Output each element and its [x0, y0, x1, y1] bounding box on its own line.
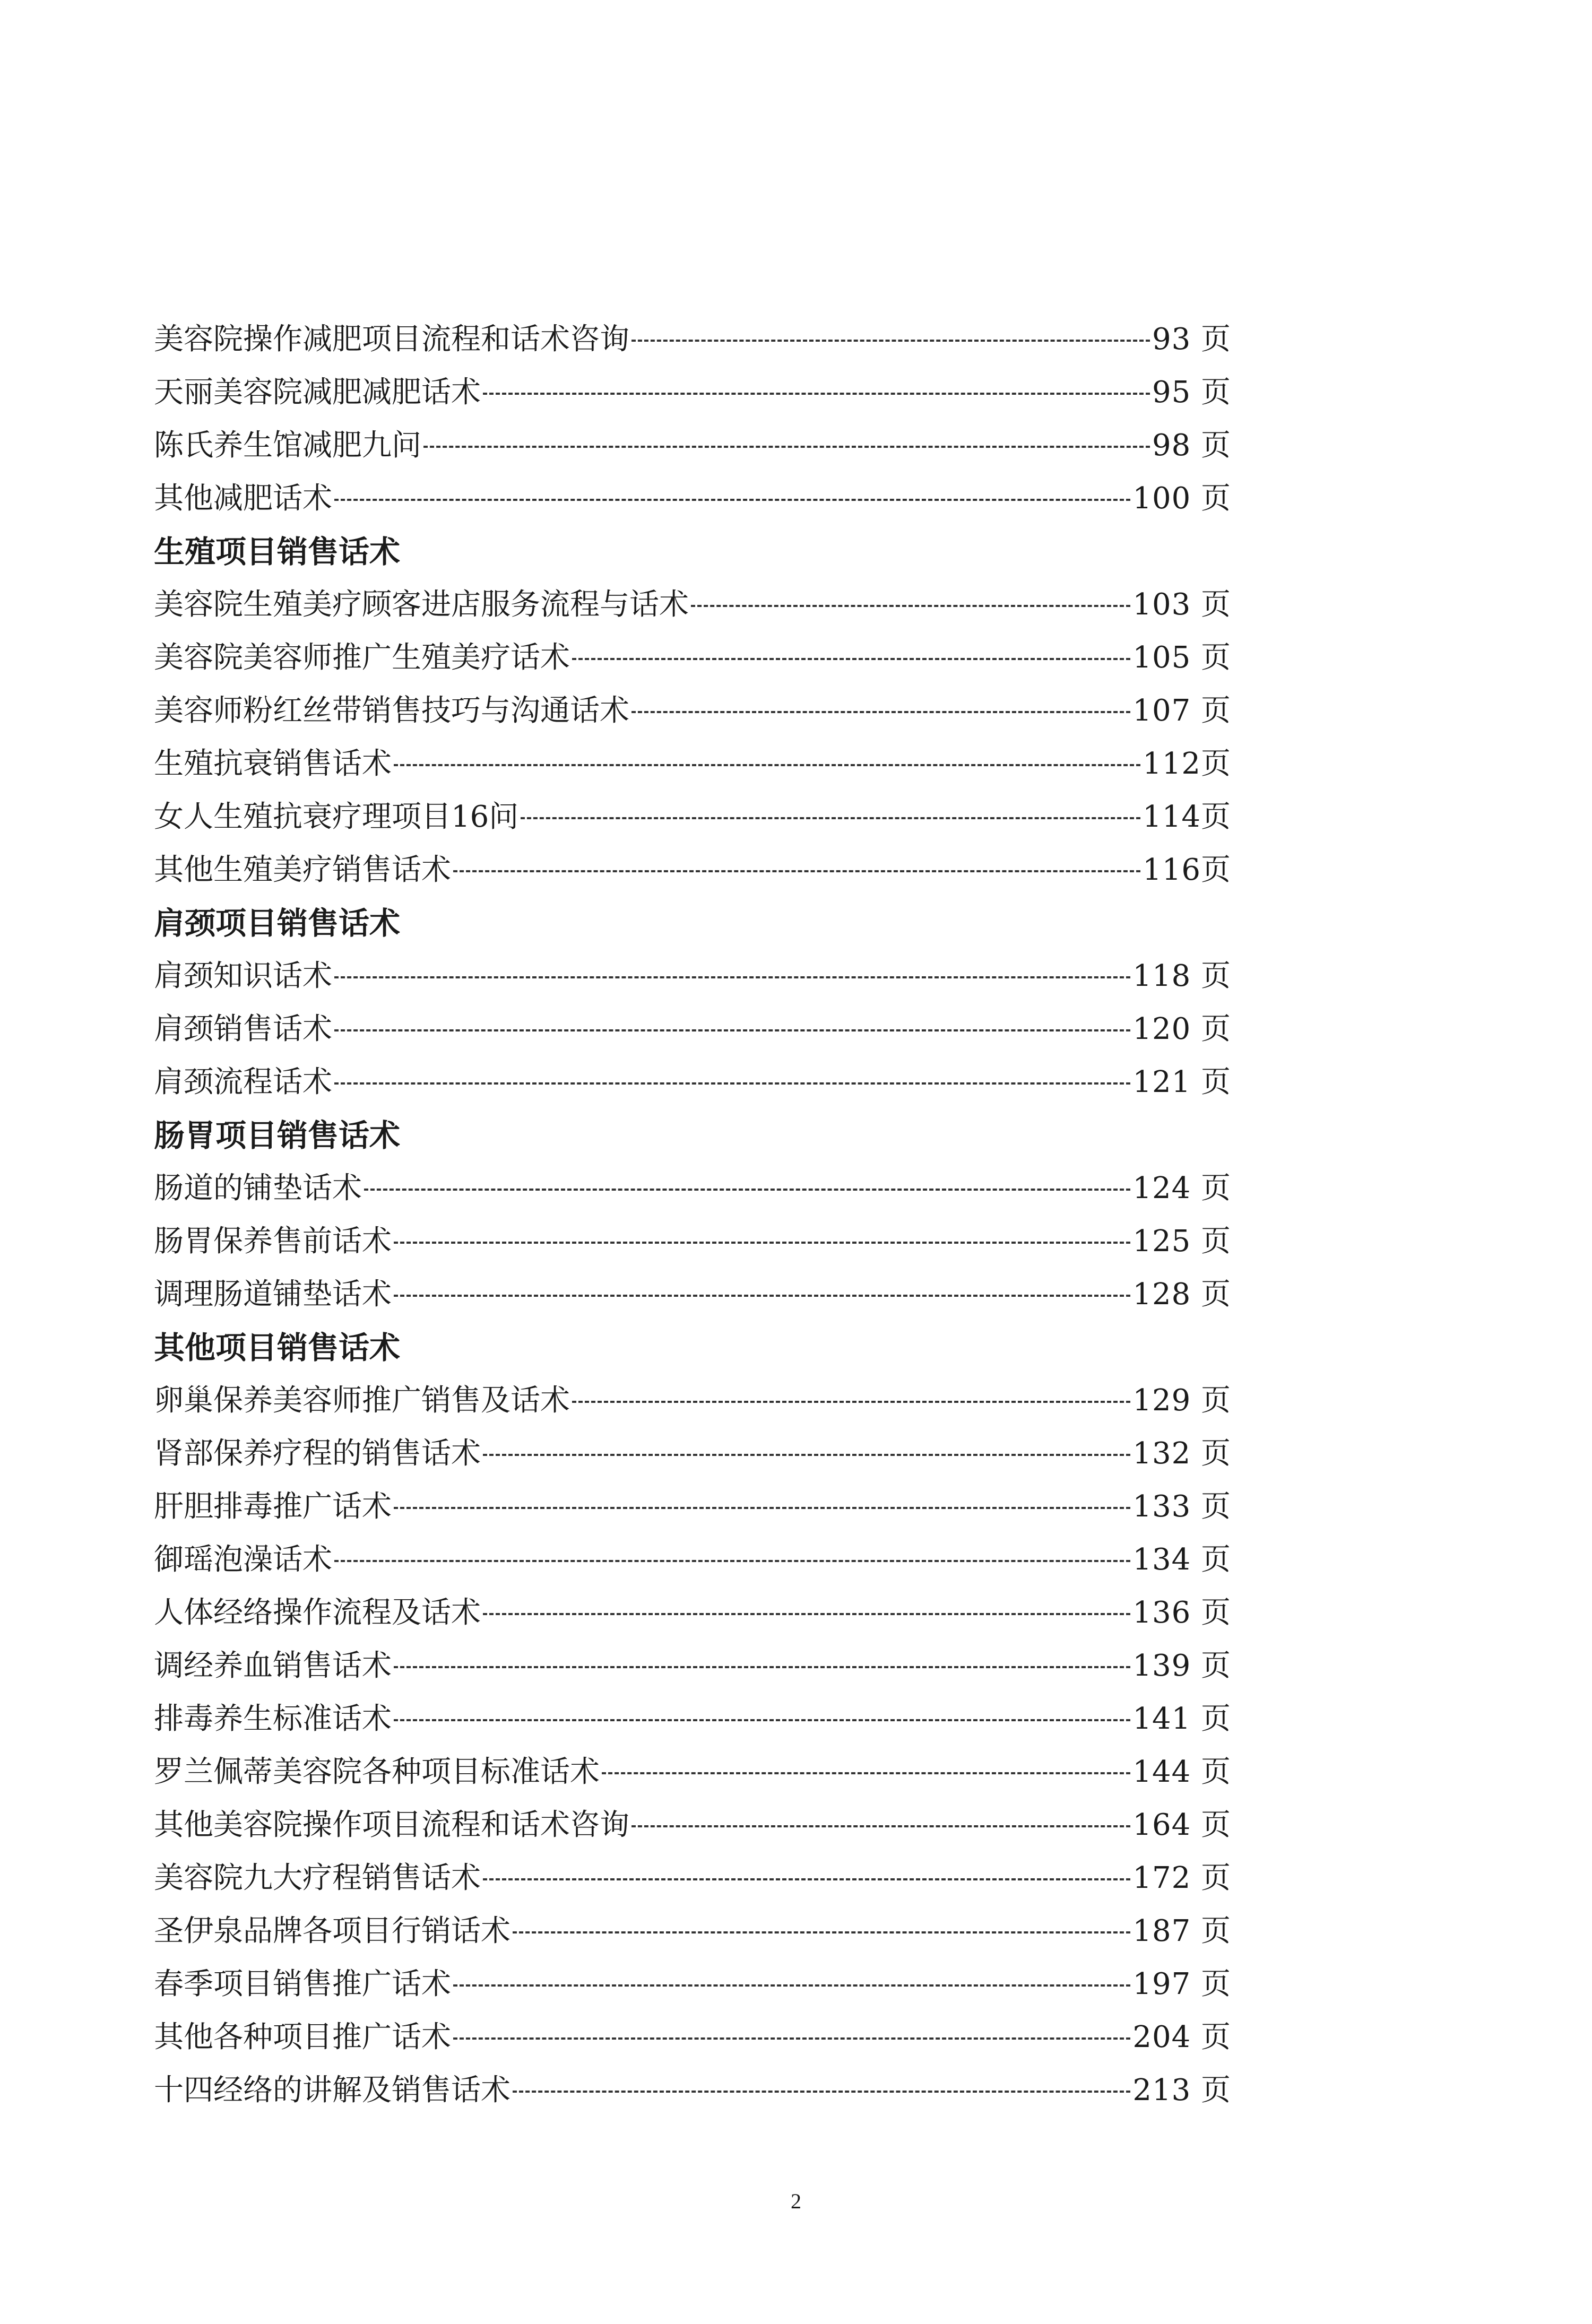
- toc-entry-title: 其他各种项目推广话术: [154, 2020, 451, 2054]
- toc-entry[interactable]: [154, 1640, 1231, 1693]
- toc-entry-title: 美容院操作减肥项目流程和话术咨询: [154, 322, 629, 357]
- toc-entry-page: 118 页: [1132, 959, 1231, 993]
- toc-entry[interactable]: [154, 313, 1231, 366]
- table-of-contents: [154, 313, 1231, 2117]
- toc-entry-title: 其他生殖美疗销售话术: [154, 853, 451, 887]
- toc-entry-title: 肩颈流程话术: [154, 1065, 332, 1099]
- toc-entry-title: 美容师粉红丝带销售技巧与沟通话术: [154, 693, 629, 728]
- toc-section-heading: 肠胃项目销售话术: [154, 1117, 401, 1154]
- toc-entry[interactable]: [154, 1852, 1231, 1905]
- toc-entry-title: 肝胆排毒推广话术: [154, 1489, 392, 1524]
- toc-entry-page: 172 页: [1132, 1861, 1231, 1895]
- toc-dash-leader: [631, 1825, 1130, 1827]
- toc-entry-page: 164 页: [1132, 1808, 1231, 1842]
- toc-entry-title: 御瑶泡澡话术: [154, 1542, 332, 1577]
- toc-entry[interactable]: [154, 1533, 1231, 1586]
- toc-section-heading: 肩颈项目销售话术: [154, 905, 401, 941]
- toc-dash-leader: [602, 1772, 1130, 1774]
- toc-entry-page: 121 页: [1132, 1065, 1231, 1099]
- toc-dash-leader: [453, 2037, 1130, 2040]
- toc-entry[interactable]: [154, 1268, 1231, 1321]
- toc-entry[interactable]: [154, 684, 1231, 738]
- toc-entry-page: 187 页: [1132, 1914, 1231, 1948]
- toc-entry-page: 114页: [1143, 800, 1231, 834]
- toc-dash-leader: [334, 1029, 1130, 1031]
- toc-entry-page: 95 页: [1152, 375, 1231, 410]
- toc-entry[interactable]: [154, 2064, 1231, 2117]
- toc-entry[interactable]: [154, 1693, 1231, 1746]
- toc-dash-leader: [394, 1507, 1130, 1509]
- toc-entry-page: 112页: [1143, 747, 1231, 781]
- toc-entry[interactable]: [154, 1056, 1231, 1109]
- toc-entry-page: 213 页: [1132, 2073, 1231, 2108]
- toc-dash-leader: [394, 764, 1140, 766]
- toc-entry-title: 排毒养生标准话术: [154, 1702, 392, 1736]
- toc-entry-page: 133 页: [1132, 1489, 1231, 1524]
- toc-dash-leader: [423, 446, 1150, 448]
- toc-entry[interactable]: [154, 578, 1231, 631]
- toc-dash-leader: [394, 1666, 1130, 1668]
- toc-dash-leader: [334, 1560, 1130, 1562]
- toc-entry[interactable]: [154, 1003, 1231, 1056]
- toc-entry[interactable]: [154, 1427, 1231, 1480]
- toc-entry-title: 女人生殖抗衰疗理项目16问: [154, 800, 519, 834]
- toc-entry[interactable]: [154, 791, 1231, 844]
- toc-entry-page: 98 页: [1152, 428, 1231, 463]
- toc-dash-leader: [394, 1242, 1130, 1244]
- toc-dash-leader: [334, 976, 1130, 978]
- toc-entry-page: 144 页: [1132, 1755, 1231, 1789]
- toc-entry[interactable]: [154, 1799, 1231, 1852]
- toc-dash-leader: [394, 1295, 1130, 1297]
- toc-dash-leader: [691, 605, 1130, 607]
- toc-entry[interactable]: [154, 366, 1231, 419]
- toc-entry-page: 103 页: [1132, 587, 1231, 622]
- toc-entry-page: 136 页: [1132, 1595, 1231, 1630]
- toc-dash-leader: [483, 1454, 1130, 1456]
- toc-entry-page: 100 页: [1132, 481, 1231, 516]
- toc-entry-page: 116页: [1143, 853, 1231, 887]
- toc-entry[interactable]: [154, 631, 1231, 684]
- toc-entry-title: 生殖抗衰销售话术: [154, 747, 392, 781]
- toc-entry-page: 125 页: [1132, 1224, 1231, 1259]
- toc-entry-page: 105 页: [1132, 640, 1231, 675]
- toc-entry-page: 120 页: [1132, 1012, 1231, 1046]
- toc-entry[interactable]: [154, 472, 1231, 525]
- toc-entry-page: 124 页: [1132, 1171, 1231, 1206]
- toc-entry[interactable]: [154, 1374, 1231, 1427]
- toc-entry-title: 肩颈销售话术: [154, 1012, 332, 1046]
- toc-entry[interactable]: [154, 1162, 1231, 1215]
- toc-entry-page: 107 页: [1132, 693, 1231, 728]
- toc-entry-title: 其他美容院操作项目流程和话术咨询: [154, 1808, 629, 1842]
- toc-entry-page: 141 页: [1132, 1702, 1231, 1736]
- toc-dash-leader: [334, 499, 1130, 501]
- toc-entry-page: 129 页: [1132, 1383, 1231, 1418]
- toc-dash-leader: [483, 1878, 1130, 1880]
- toc-entry[interactable]: [154, 2011, 1231, 2064]
- toc-entry[interactable]: [154, 1905, 1231, 1958]
- toc-entry-title: 罗兰佩蒂美容院各种项目标准话术: [154, 1755, 600, 1789]
- toc-entry-title: 美容院生殖美疗顾客进店服务流程与话术: [154, 587, 689, 622]
- toc-dash-leader: [631, 711, 1130, 713]
- toc-entry[interactable]: [154, 1586, 1231, 1640]
- toc-entry[interactable]: [154, 1958, 1231, 2011]
- toc-dash-leader: [513, 1931, 1130, 1933]
- toc-dash-leader: [521, 817, 1140, 819]
- toc-dash-leader: [394, 1719, 1130, 1721]
- toc-entry[interactable]: [154, 419, 1231, 472]
- toc-entry-title: 十四经络的讲解及销售话术: [154, 2073, 511, 2108]
- toc-entry-title: 美容院美容师推广生殖美疗话术: [154, 640, 570, 675]
- toc-entry[interactable]: [154, 950, 1231, 1003]
- toc-entry[interactable]: [154, 1215, 1231, 1268]
- toc-entry-title: 天丽美容院减肥减肥话术: [154, 375, 481, 410]
- toc-dash-leader: [483, 1613, 1130, 1615]
- toc-entry-title: 肩颈知识话术: [154, 959, 332, 993]
- toc-entry-page: 197 页: [1132, 1967, 1231, 2001]
- toc-entry-title: 肠胃保养售前话术: [154, 1224, 392, 1259]
- toc-dash-leader: [513, 2091, 1130, 2093]
- toc-entry-page: 134 页: [1132, 1542, 1231, 1577]
- toc-entry-title: 肾部保养疗程的销售话术: [154, 1436, 481, 1471]
- toc-entry-title: 陈氏养生馆减肥九问: [154, 428, 421, 463]
- page-number: 2: [791, 2189, 801, 2213]
- toc-entry[interactable]: [154, 1746, 1231, 1799]
- toc-dash-leader: [572, 1401, 1130, 1403]
- toc-entry[interactable]: [154, 1480, 1231, 1533]
- toc-entry-title: 调理肠道铺垫话术: [154, 1277, 392, 1312]
- toc-entry-title: 其他减肥话术: [154, 481, 332, 516]
- toc-entry-page: 132 页: [1132, 1436, 1231, 1471]
- toc-dash-leader: [572, 658, 1130, 660]
- toc-entry-page: 139 页: [1132, 1649, 1231, 1683]
- toc-entry-page: 93 页: [1152, 322, 1231, 357]
- toc-section-heading: 其他项目销售话术: [154, 1330, 401, 1366]
- toc-entry[interactable]: [154, 844, 1231, 897]
- toc-dash-leader: [453, 870, 1140, 872]
- toc-dash-leader: [631, 340, 1150, 342]
- toc-dash-leader: [483, 393, 1150, 395]
- toc-entry-page: 204 页: [1132, 2020, 1231, 2054]
- toc-entry-title: 卵巢保养美容师推广销售及话术: [154, 1383, 570, 1418]
- toc-dash-leader: [364, 1189, 1130, 1191]
- toc-section-heading: 生殖项目销售话术: [154, 534, 401, 570]
- toc-dash-leader: [453, 1984, 1130, 1987]
- toc-entry-title: 肠道的铺垫话术: [154, 1171, 362, 1206]
- toc-entry-title: 春季项目销售推广话术: [154, 1967, 451, 2001]
- toc-entry[interactable]: [154, 738, 1231, 791]
- toc-dash-leader: [334, 1082, 1130, 1085]
- toc-entry-title: 人体经络操作流程及话术: [154, 1595, 481, 1630]
- toc-entry-title: 美容院九大疗程销售话术: [154, 1861, 481, 1895]
- toc-entry-title: 调经养血销售话术: [154, 1649, 392, 1683]
- toc-entry-page: 128 页: [1132, 1277, 1231, 1312]
- toc-entry-title: 圣伊泉品牌各项目行销话术: [154, 1914, 511, 1948]
